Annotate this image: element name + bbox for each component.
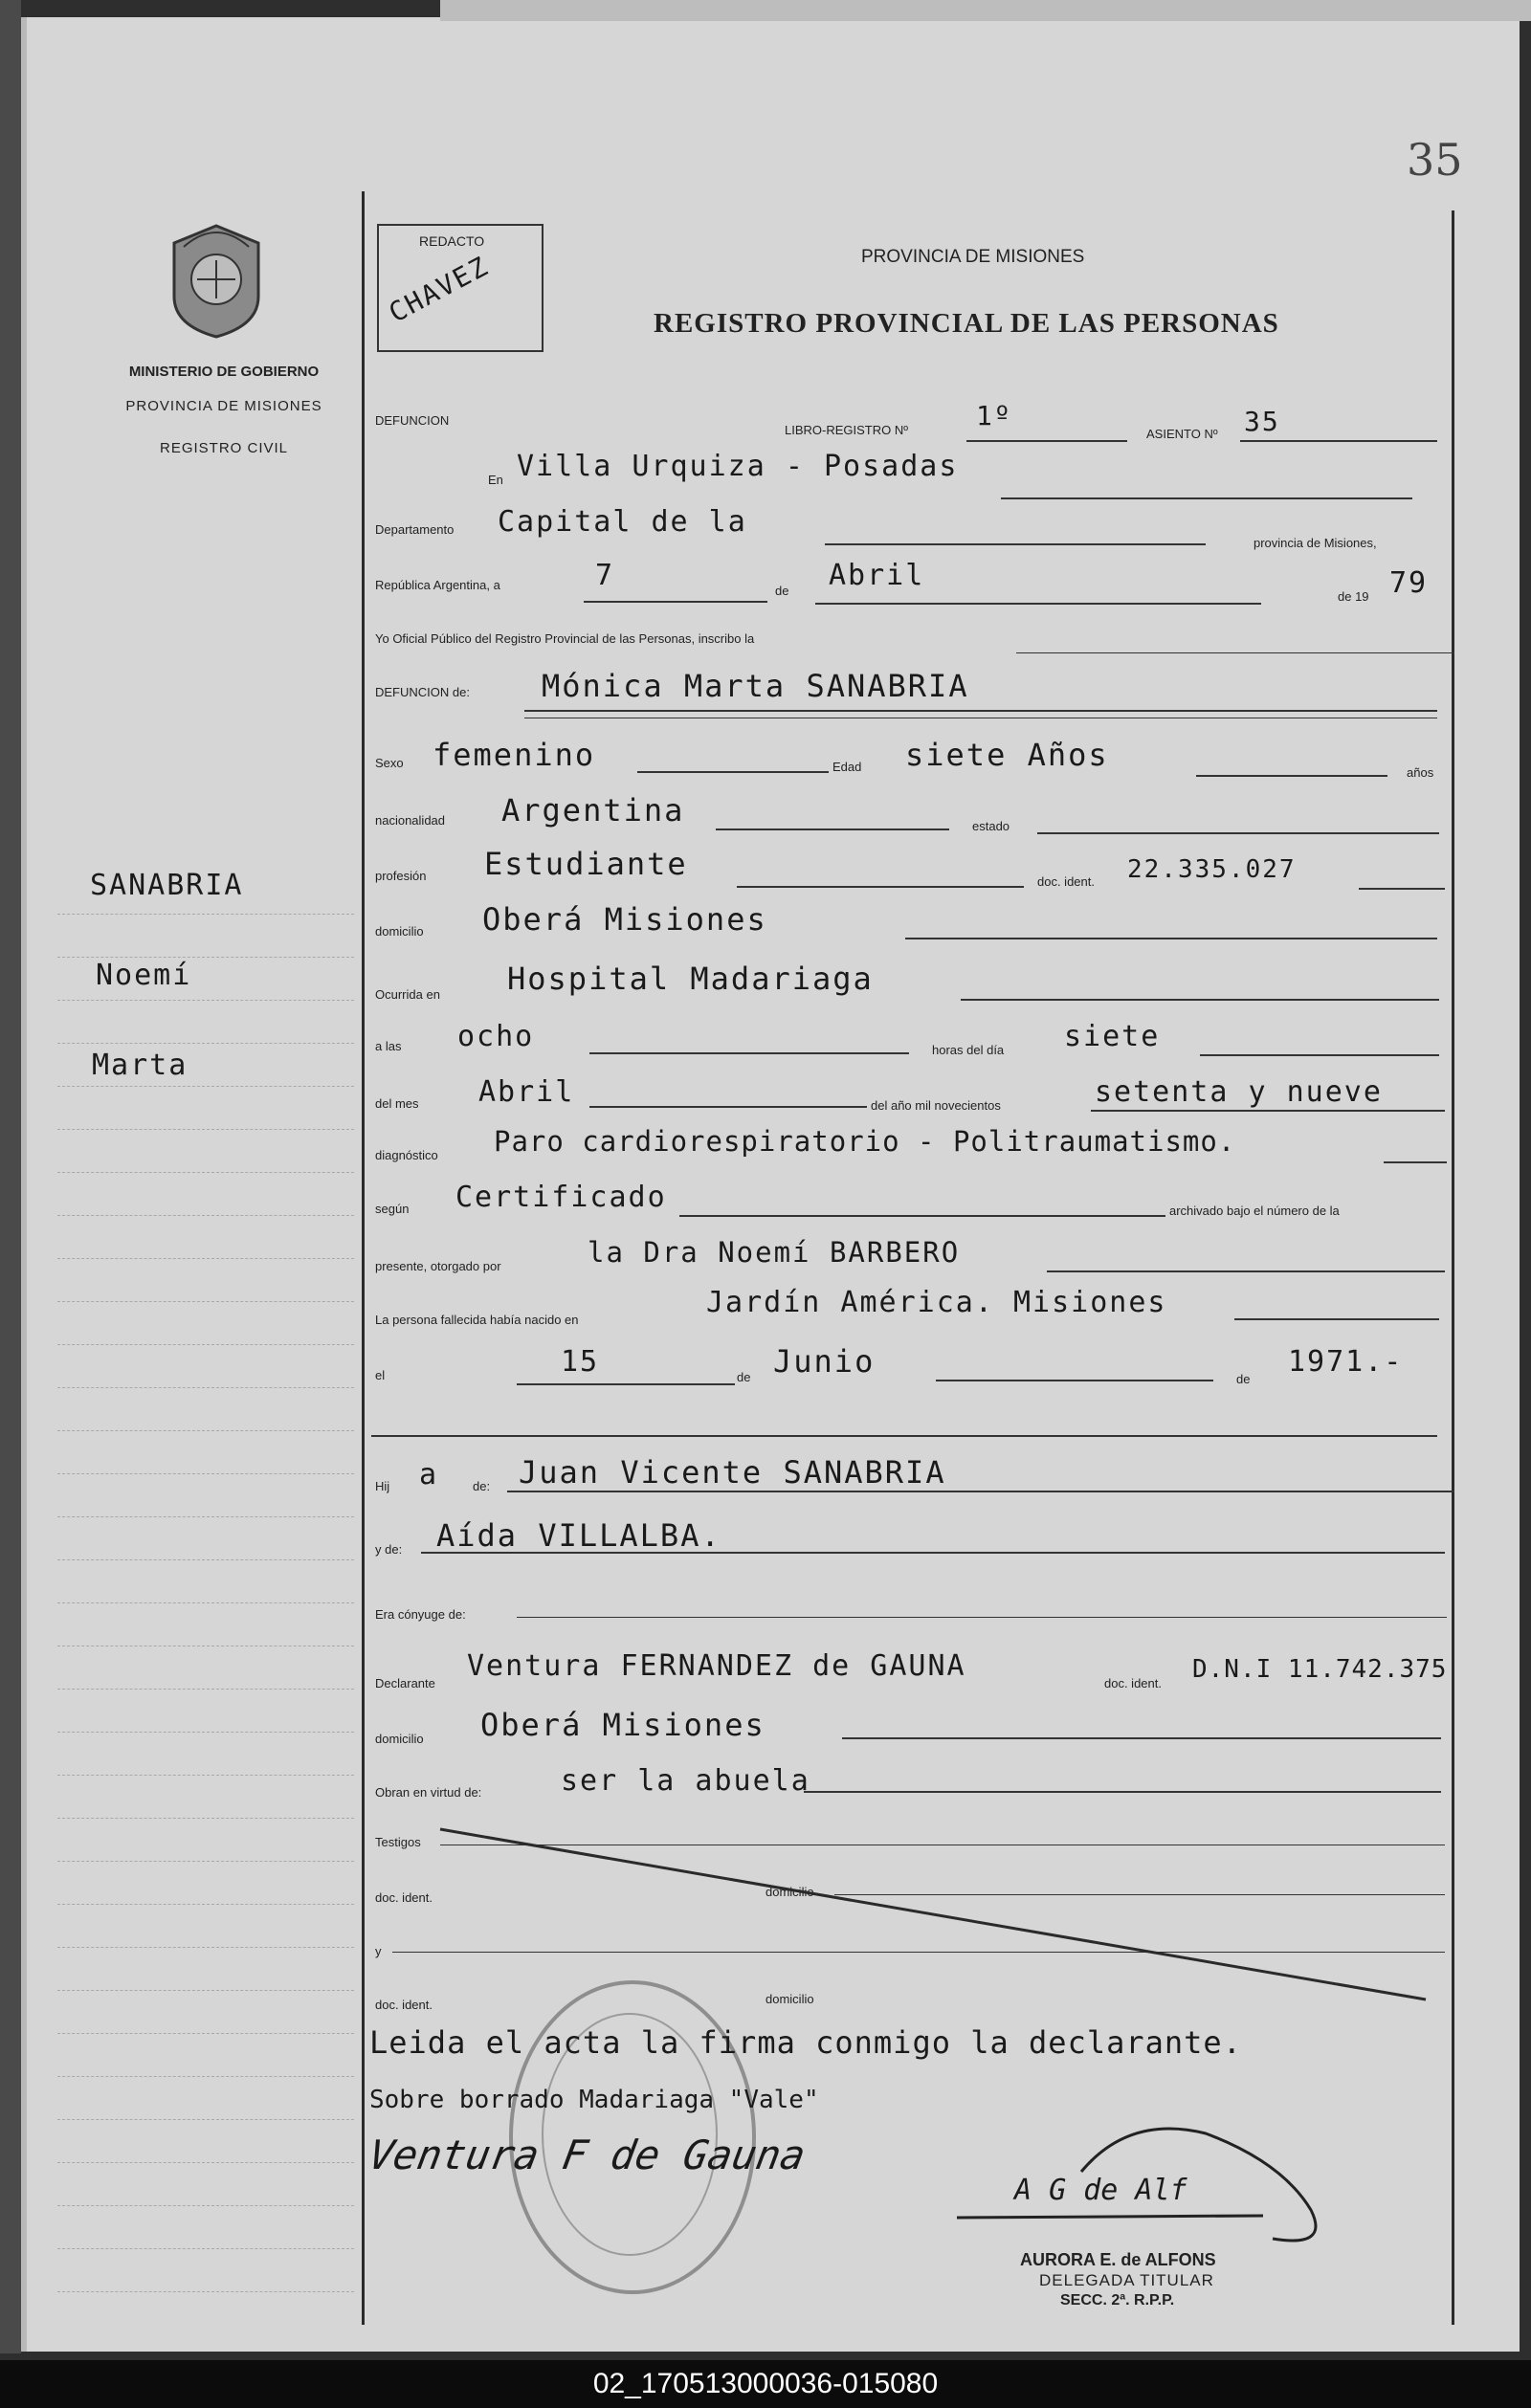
doc-ident-2-label: doc. ident. bbox=[375, 1998, 433, 2012]
footer-file-id: 02_170513000036-015080 bbox=[0, 2360, 1531, 2408]
margin-note-name-2: Marta bbox=[92, 1049, 189, 1082]
defuncion-de-label: DEFUNCION de: bbox=[375, 685, 470, 699]
libro-value: 1º bbox=[976, 400, 1012, 431]
domicilio-line bbox=[905, 938, 1437, 939]
ano-mil-line bbox=[1091, 1110, 1445, 1112]
declarante-domicilio-line bbox=[842, 1737, 1441, 1739]
strike-through-line bbox=[364, 1818, 1454, 2019]
margin-note-surname: SANABRIA bbox=[90, 869, 244, 902]
drafter-stamp-label: REDACTO bbox=[419, 233, 485, 249]
profesion-line bbox=[737, 886, 1024, 888]
y-label: y bbox=[375, 1944, 382, 1958]
asiento-label: ASIENTO Nº bbox=[1146, 427, 1218, 441]
edad-line bbox=[1196, 775, 1387, 777]
libro-label: LIBRO-REGISTRO Nº bbox=[785, 423, 908, 437]
domicilio-1-label: domicilio bbox=[766, 1885, 814, 1899]
obran-line bbox=[804, 1791, 1441, 1793]
nacionalidad-value: Argentina bbox=[501, 792, 685, 828]
de-label: de bbox=[775, 584, 789, 598]
ocurrida-line bbox=[961, 999, 1439, 1001]
birth-de2-label: de bbox=[1236, 1372, 1251, 1386]
ministry-province: PROVINCIA DE MISIONES bbox=[125, 398, 322, 414]
en-line bbox=[1001, 497, 1412, 499]
separator-line bbox=[371, 1435, 1437, 1437]
declarante-doc-value: D.N.I 11.742.375 bbox=[1192, 1655, 1448, 1684]
horas-line bbox=[1200, 1054, 1439, 1056]
book-edge bbox=[0, 0, 21, 2353]
a-las-label: a las bbox=[375, 1039, 402, 1053]
header-title: REGISTRO PROVINCIAL DE LAS PERSONAS bbox=[654, 308, 1279, 339]
presente-line bbox=[1047, 1270, 1445, 1272]
el-label: el bbox=[375, 1368, 386, 1382]
ocurrida-value: Hospital Madariaga bbox=[507, 961, 874, 997]
presente-label: presente, otorgado por bbox=[375, 1259, 501, 1273]
defuncion-label: DEFUNCION bbox=[375, 413, 450, 428]
defuncion-de-value: Mónica Marta SANABRIA bbox=[542, 668, 969, 704]
obran-label: Obran en virtud de: bbox=[375, 1785, 482, 1800]
edad-value: siete Años bbox=[905, 737, 1109, 773]
segun-label: según bbox=[375, 1202, 410, 1216]
a-las-line bbox=[589, 1052, 909, 1054]
nacido-value: Jardín América. Misiones bbox=[706, 1286, 1167, 1319]
segun-value: Certificado bbox=[455, 1181, 667, 1214]
provincia-suffix: provincia de Misiones, bbox=[1254, 536, 1377, 550]
year-prefix: de 19 bbox=[1338, 589, 1369, 604]
month-line bbox=[815, 603, 1261, 605]
ocurrida-label: Ocurrida en bbox=[375, 987, 440, 1002]
birth-month-line bbox=[936, 1380, 1213, 1381]
estado-line bbox=[1037, 832, 1439, 834]
asiento-line bbox=[1240, 440, 1437, 442]
oficial-text: Yo Oficial Público del Registro Provincial de las Personas, inscribo la bbox=[375, 631, 755, 646]
nacido-line bbox=[1234, 1318, 1439, 1320]
page-number: 35 bbox=[1407, 134, 1463, 186]
segun-line bbox=[679, 1215, 1165, 1217]
official-title: DELEGADA TITULAR bbox=[1039, 2271, 1214, 2289]
declarante-label: Declarante bbox=[375, 1676, 435, 1690]
asiento-value: 35 bbox=[1244, 406, 1280, 437]
en-value: Villa Urquiza - Posadas bbox=[517, 450, 959, 483]
mes-label: del mes bbox=[375, 1096, 419, 1111]
domicilio-value: Oberá Misiones bbox=[482, 901, 767, 938]
official-section: SECC. 2ª. R.P.P. bbox=[1060, 2292, 1175, 2309]
sexo-label: Sexo bbox=[375, 756, 404, 770]
declarante-domicilio-label: domicilio bbox=[375, 1732, 424, 1746]
father-line bbox=[507, 1491, 1454, 1492]
oficial-line bbox=[1016, 652, 1454, 653]
margin-note-name-1: Noemí bbox=[96, 959, 192, 992]
sexo-value: femenino bbox=[433, 737, 596, 773]
departamento-label: Departamento bbox=[375, 522, 455, 537]
father-value: Juan Vicente SANABRIA bbox=[519, 1454, 946, 1491]
republica-label: República Argentina, a bbox=[375, 578, 500, 592]
en-label: En bbox=[488, 473, 503, 487]
birth-de-label: de bbox=[737, 1370, 751, 1384]
diagnostico-value: Paro cardiorespiratorio - Politraumatismo. bbox=[494, 1125, 1236, 1158]
ano-mil-value: setenta y nueve bbox=[1095, 1075, 1383, 1109]
birth-day-value: 15 bbox=[561, 1345, 600, 1379]
page-top-strip bbox=[440, 0, 1531, 21]
hij-label: Hij bbox=[375, 1479, 390, 1493]
declarant-signature: Ventura F de Gauna bbox=[365, 2132, 810, 2178]
official-name: AURORA E. de ALFONS bbox=[1020, 2250, 1216, 2269]
conyuge-label: Era cónyuge de: bbox=[375, 1607, 466, 1622]
month-value: Abril bbox=[829, 559, 925, 592]
sexo-line bbox=[637, 771, 829, 773]
year-value: 79 bbox=[1389, 566, 1429, 600]
official-signature: A G de Alf bbox=[1014, 2174, 1187, 2207]
defuncion-de-line bbox=[524, 710, 1437, 712]
archivado-label: archivado bajo el número de la bbox=[1169, 1204, 1340, 1218]
nacido-label: La persona fallecida había nacido en bbox=[375, 1313, 579, 1327]
anos-label: años bbox=[1407, 765, 1434, 780]
closing-line-2: Sobre borrado Madariaga "Vale" bbox=[369, 2086, 819, 2114]
nacionalidad-line bbox=[716, 828, 949, 830]
doc-label: doc. ident. bbox=[1037, 874, 1095, 889]
estado-label: estado bbox=[972, 819, 1010, 833]
declarante-domicilio-value: Oberá Misiones bbox=[480, 1707, 766, 1743]
diagnostico-label: diagnóstico bbox=[375, 1148, 438, 1162]
ministry-registry: REGISTRO CIVIL bbox=[159, 440, 289, 456]
ministry-name: MINISTERIO DE GOBIERNO bbox=[128, 364, 320, 380]
profesion-label: profesión bbox=[375, 869, 427, 883]
doc-ident-1-label: doc. ident. bbox=[375, 1890, 433, 1905]
closing-line-1: Leida el acta la firma conmigo la declarante. bbox=[369, 2024, 1242, 2061]
domicilio-label: domicilio bbox=[375, 924, 424, 939]
header-province: PROVINCIA DE MISIONES bbox=[861, 247, 1085, 267]
profesion-value: Estudiante bbox=[484, 846, 688, 882]
drafter-stamp bbox=[377, 224, 544, 352]
doc-line bbox=[1359, 888, 1445, 890]
declarante-value: Ventura FERNANDEZ de GAUNA bbox=[467, 1649, 966, 1683]
birth-year-value: 1971.- bbox=[1288, 1345, 1404, 1379]
horas-value: siete bbox=[1064, 1020, 1161, 1053]
day-value: 7 bbox=[595, 559, 615, 592]
mes-line bbox=[589, 1106, 867, 1108]
diagnostico-line bbox=[1384, 1161, 1447, 1163]
obran-value: ser la abuela bbox=[561, 1764, 810, 1798]
doc-value: 22.335.027 bbox=[1127, 855, 1297, 884]
hij-suffix: a bbox=[419, 1458, 439, 1491]
nacionalidad-label: nacionalidad bbox=[375, 813, 446, 828]
coat-of-arms-icon bbox=[163, 218, 270, 342]
declarante-doc-label: doc. ident. bbox=[1104, 1676, 1162, 1690]
departamento-value: Capital de la bbox=[498, 505, 747, 539]
birth-month-value: Junio bbox=[773, 1343, 876, 1380]
ano-mil-label: del año mil novecientos bbox=[871, 1098, 1001, 1113]
mes-value: Abril bbox=[478, 1075, 575, 1109]
departamento-line bbox=[825, 543, 1206, 545]
domicilio-2-label: domicilio bbox=[766, 1992, 814, 2006]
drafter-stamp-name: CHAVEZ bbox=[383, 250, 495, 329]
mother-line bbox=[421, 1552, 1445, 1554]
yde-label: y de: bbox=[375, 1542, 403, 1557]
presente-value: la Dra Noemí BARBERO bbox=[588, 1236, 961, 1269]
mother-value: Aída VILLALBA. bbox=[436, 1517, 721, 1554]
day-line bbox=[584, 601, 767, 603]
birth-day-line bbox=[517, 1383, 735, 1385]
horas-label: horas del día bbox=[932, 1043, 1005, 1057]
hij-de-label: de: bbox=[473, 1479, 491, 1493]
edad-label: Edad bbox=[832, 760, 862, 774]
a-las-value: ocho bbox=[457, 1020, 535, 1053]
testigos-label: Testigos bbox=[375, 1835, 421, 1849]
conyuge-line bbox=[517, 1617, 1447, 1618]
libro-line bbox=[966, 440, 1127, 442]
